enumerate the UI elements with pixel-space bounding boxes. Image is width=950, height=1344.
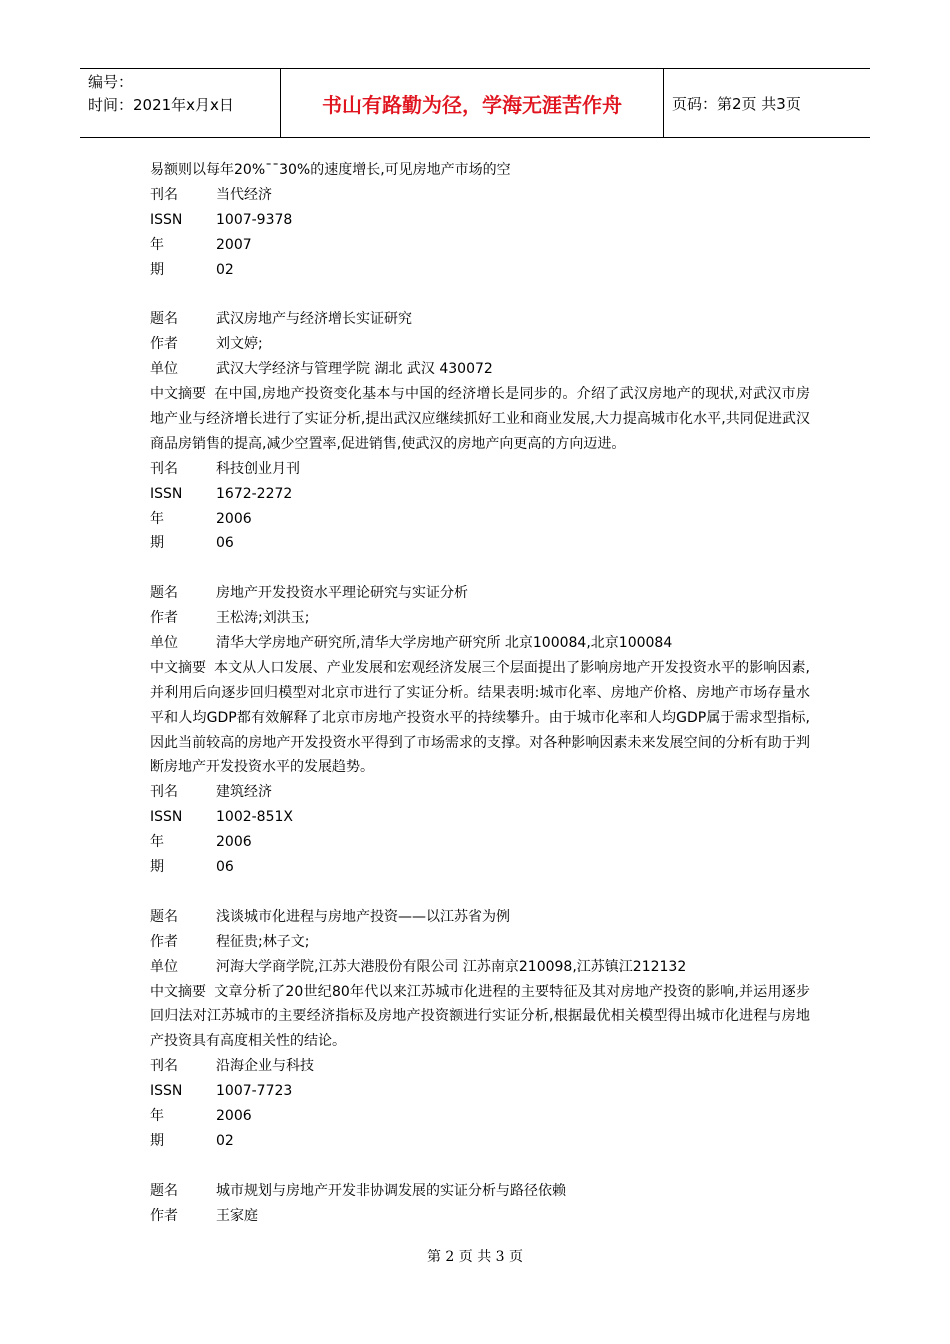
field-key: 单位 — [150, 958, 178, 975]
page-footer: 第 2 页 共 3 页 — [426, 1249, 524, 1265]
meta-key: 刊名 — [150, 186, 178, 203]
meta-row — [150, 208, 810, 233]
abstract-value: 文章分析了20世纪80年代以来江苏城市化进程的主要特征及其对房地产投资的影响,并运用逐步回归法对江苏城市的主要经济指标及房地产投资额进行实证分析,根据最优相关模型得出城市化进程与房地产投资具有高度相关性的结论。 — [150, 983, 810, 1050]
meta-value: 1007-9378 — [216, 211, 293, 228]
record — [150, 581, 810, 880]
abstract-value: 在中国,房地产投资变化基本与中国的经济增长是同步的。介绍了武汉房地产的现状,对武汉市房地产业与经济增长进行了实证分析,提出武汉应继续抓好工业和商业发展,大力提高城市化水平,共同促进武汉商品房销售的提高,减少空置率,促进销售,使武汉的房地产向更高的方向迈进。 — [150, 386, 810, 452]
field-key: 期 — [150, 535, 164, 552]
field-key: 刊名 — [150, 460, 178, 477]
field-key: 作者 — [150, 933, 178, 950]
field-key: 题名 — [150, 311, 178, 328]
unit-value: 武汉大学经济与管理学院 湖北 武汉 430072 — [216, 361, 493, 378]
field-key: 题名 — [150, 1182, 178, 1199]
journal-value: 沿海企业与科技 — [216, 1058, 314, 1075]
meta-value: 2007 — [216, 236, 252, 253]
field-key: 作者 — [150, 1207, 178, 1224]
unit-row — [150, 631, 810, 656]
field-key: 期 — [150, 1132, 164, 1149]
unit-row — [150, 357, 810, 382]
author-row — [150, 332, 810, 357]
journal-value: 建筑经济 — [216, 784, 272, 801]
year-row — [150, 830, 810, 855]
issn-value: 1007-7723 — [216, 1083, 293, 1100]
year-value: 2006 — [216, 834, 252, 851]
issn-value: 1672-2272 — [216, 485, 293, 502]
field-key: 中文摘要 — [150, 983, 206, 1000]
field-key: ISSN — [150, 485, 183, 502]
author-row — [150, 930, 810, 955]
journal-row — [150, 780, 810, 805]
title-row — [150, 581, 810, 606]
issn-row — [150, 805, 810, 830]
issn-row — [150, 1079, 810, 1104]
issn-row — [150, 482, 810, 507]
issn-value: 1002-851X — [216, 809, 293, 826]
abstract-row — [150, 656, 810, 781]
journal-row — [150, 457, 810, 482]
field-key: 中文摘要 — [150, 659, 206, 676]
field-key: 刊名 — [150, 784, 178, 801]
unit-value: 清华大学房地产研究所,清华大学房地产研究所 北京100084,北京100084 — [216, 634, 673, 651]
author-value: 王家庭 — [216, 1207, 258, 1224]
field-key: 年 — [150, 1108, 164, 1125]
author-row — [150, 1204, 810, 1229]
field-key: 题名 — [150, 585, 178, 602]
meta-value: 当代经济 — [216, 186, 272, 203]
header-motto: 书山有路勤为径，学海无涯苦作舟 — [280, 69, 664, 137]
field-key: 刊名 — [150, 1058, 178, 1075]
issue-value: 06 — [216, 535, 234, 552]
issue-value: 06 — [216, 859, 234, 876]
meta-key: 年 — [150, 236, 164, 253]
title-value: 城市规划与房地产开发非协调发展的实证分析与路径依赖 — [216, 1182, 566, 1199]
author-value: 王松涛;刘洪玉; — [216, 610, 310, 627]
time-label: 时间：2021年x月x日 — [88, 96, 234, 114]
record — [150, 307, 810, 556]
field-key: 年 — [150, 834, 164, 851]
title-row — [150, 905, 810, 930]
author-value: 刘文婷; — [216, 336, 263, 353]
issue-row — [150, 855, 810, 880]
title-row — [150, 1179, 810, 1204]
fragment-line: 易额则以每年20%¯¯30%的速度增长,可见房地产市场的空 — [150, 162, 511, 178]
number-label: 编号： — [88, 73, 134, 91]
field-key: 年 — [150, 510, 164, 527]
title-value: 武汉房地产与经济增长实证研究 — [216, 311, 412, 328]
field-key: 期 — [150, 859, 164, 876]
abstract-row — [150, 382, 810, 457]
meta-row — [150, 183, 810, 208]
author-value: 程征贵;林子文; — [216, 933, 310, 950]
meta-value: 02 — [216, 261, 234, 278]
header-info — [80, 69, 280, 137]
unit-value: 河海大学商学院,江苏大港股份有限公司 江苏南京210098,江苏镇江212132 — [216, 958, 687, 975]
abstract-value: 本文从人口发展、产业发展和宏观经济发展三个层面提出了影响房地产开发投资水平的影响因素,并利用后向逐步回归模型对北京市进行了实证分析。结果表明:城市化率、房地产价格、房地产市场存量水平和人均GDP都有效解释了北京市房地产投资水平的持续攀升。由于城市化率和人均GDP属于需求型指标,因此当前较高的房地产开发投资水平得到了市场需求的支撑。对各种影响因素未来发展空间的分析有助于判断房地产开发投资水平的发展趋势。 — [150, 659, 810, 776]
year-row — [150, 1104, 810, 1129]
year-row — [150, 507, 810, 532]
title-value: 浅谈城市化进程与房地产投资——以江苏省为例 — [216, 908, 510, 925]
meta-key: ISSN — [150, 211, 183, 228]
title-row — [150, 307, 810, 332]
issue-row — [150, 1129, 810, 1154]
field-key: 单位 — [150, 361, 178, 378]
field-key: 作者 — [150, 610, 178, 627]
field-key: ISSN — [150, 809, 183, 826]
year-value: 2006 — [216, 1108, 252, 1125]
record — [150, 905, 810, 1154]
issue-value: 02 — [216, 1132, 234, 1149]
meta-key: 期 — [150, 261, 164, 278]
header-page-label: 页码：第2页 共3页 — [672, 94, 801, 113]
issue-row — [150, 531, 810, 556]
field-key: 单位 — [150, 634, 178, 651]
field-key: 作者 — [150, 336, 178, 353]
meta-row — [150, 258, 810, 283]
field-key: 题名 — [150, 908, 178, 925]
abstract-row — [150, 980, 810, 1055]
document-body — [150, 158, 810, 1228]
field-key: 中文摘要 — [150, 386, 206, 403]
journal-value: 科技创业月刊 — [216, 460, 300, 477]
unit-row — [150, 955, 810, 980]
field-key: ISSN — [150, 1083, 183, 1100]
year-value: 2006 — [216, 510, 252, 527]
record — [150, 1179, 810, 1229]
title-value: 房地产开发投资水平理论研究与实证分析 — [216, 585, 468, 602]
page-header — [80, 68, 870, 138]
author-row — [150, 606, 810, 631]
meta-row — [150, 233, 810, 258]
journal-row — [150, 1054, 810, 1079]
